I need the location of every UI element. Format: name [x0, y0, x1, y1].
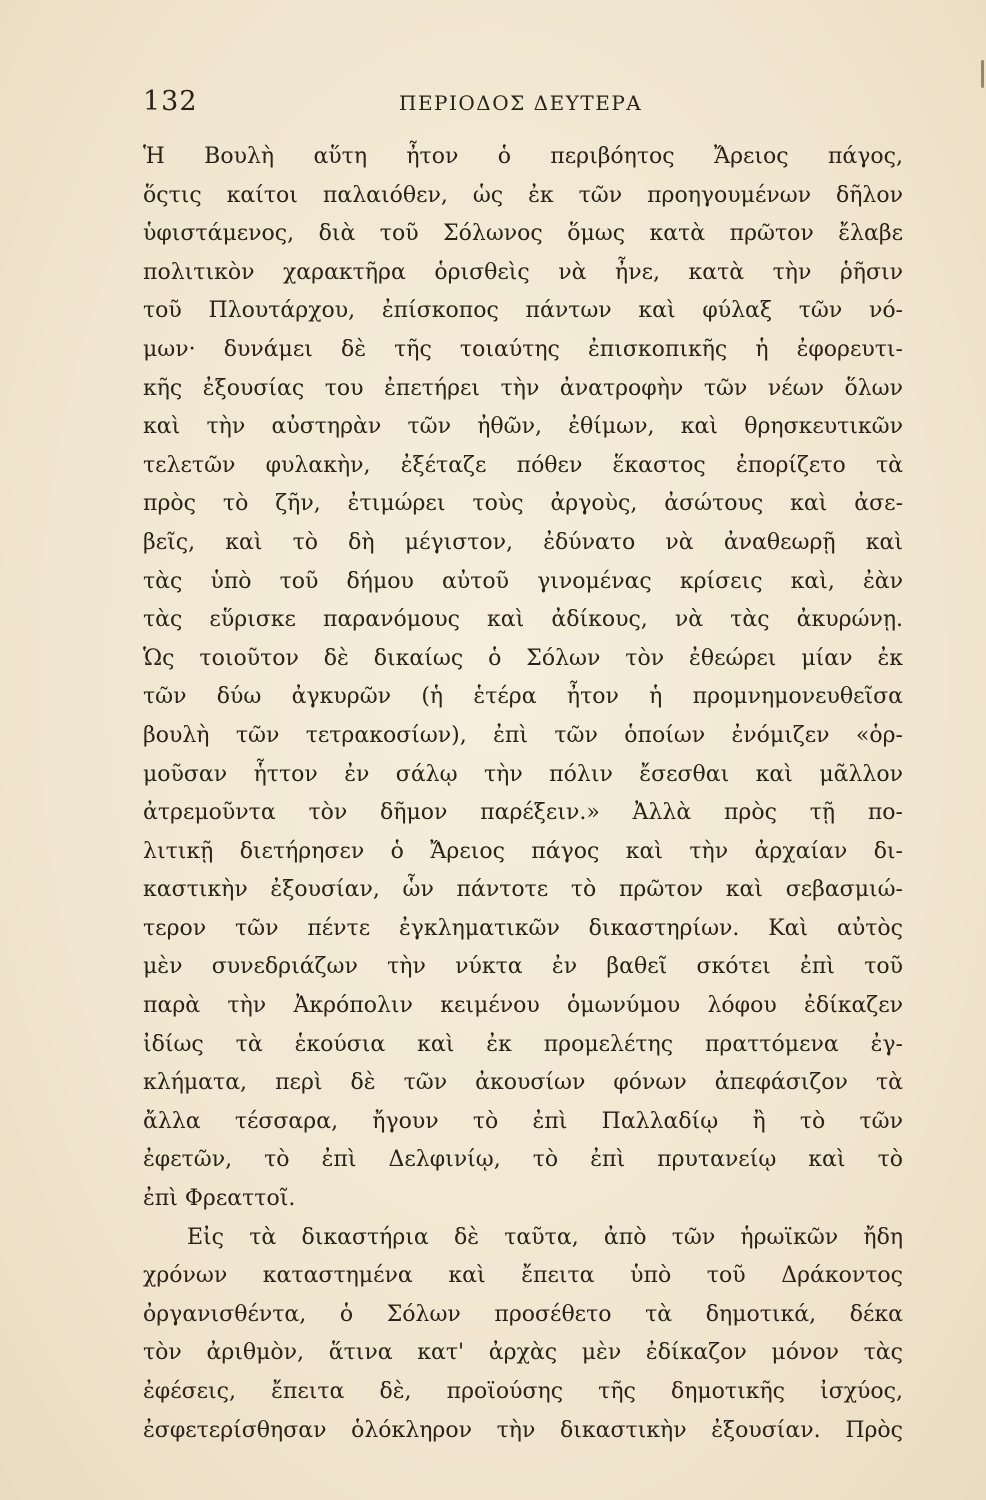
text-line: ὑφιστάμενος, διὰ τοῦ Σόλωνος ὅμως κατὰ πρῶτον ἔλαβε: [143, 221, 903, 247]
text-line: ἐφέσεις, ἔπειτα δὲ, προϊούσης τῆς δημοτικῆς ἰσχύος,: [143, 1379, 903, 1404]
running-head: ΠΕΡΙΟΔΟΣ ΔΕΥΤΕΡΑ: [399, 91, 643, 115]
text-line: ἐφετῶν, τὸ ἐπὶ Δελφινίῳ, τὸ ἐπὶ πρυτανείῳ καὶ τὸ: [143, 1147, 903, 1173]
page-edge-mark: [981, 60, 984, 88]
text-line: τελετῶν φυλακὴν, ἐξέταζε πόθεν ἕκαστος ἐπορίζετο τὰ: [143, 452, 903, 478]
text-line: ὅςτις καίτοι παλαιόθεν, ὡς ἐκ τῶν προηγουμένων δῆλον: [143, 182, 903, 208]
text-line: κλήματα, περὶ δὲ τῶν ἀκουσίων φόνων ἀπεφάσιζον τὰ: [143, 1070, 903, 1096]
text-line: πολιτικὸν χαρακτῆρα ὁρισθεὶς νὰ ἦνε, κατὰ τὴν ῥῆσιν: [143, 259, 903, 285]
text-line: παρὰ τὴν Ἀκρόπολιν κειμένου ὁμωνύμου λόφου ἐδίκαζεν: [143, 993, 903, 1019]
body-text: [143, 138, 903, 1450]
text-line: κῆς ἐξουσίας του ἐπετήρει τὴν ἀνατροφὴν τῶν νέων ὅλων: [143, 375, 903, 401]
text-line: τερον τῶν πέντε ἐγκληματικῶν δικαστηρίων. Καὶ αὐτὸς: [143, 915, 903, 941]
text-line: τὰς εὕρισκε παρανόμους καὶ ἀδίκους, νὰ τὰς ἀκυρώνῃ.: [143, 607, 903, 633]
page-number: 132: [143, 86, 198, 117]
text-line: λιτικῇ διετήρησεν ὁ Ἄρειος πάγος καὶ τὴν ἀρχαίαν δι-: [143, 838, 903, 864]
text-line: βουλὴ τῶν τετρακοσίων), ἐπὶ τῶν ὁποίων ἐνόμιζεν «ὁρ-: [143, 722, 903, 748]
text-line: πρὸς τὸ ζῆν, ἐτιμώρει τοὺς ἀργοὺς, ἀσώτους καὶ ἀσε-: [143, 491, 903, 517]
text-line: Εἰς τὰ δικαστήρια δὲ ταῦτα, ἀπὸ τῶν ἡρωϊκῶν ἤδη: [187, 1224, 903, 1250]
text-line: Ἡ Βουλὴ αὕτη ἦτον ὁ περιβόητος Ἄρειος πάγος,: [143, 144, 903, 169]
text-line: ἰδίως τὰ ἑκούσια καὶ ἐκ προμελέτης πραττόμενα ἐγ-: [143, 1031, 903, 1057]
text-line: τοῦ Πλουτάρχου, ἐπίσκοπος πάντων καὶ φύλαξ τῶν νό-: [143, 298, 903, 324]
text-line: τῶν δύω ἀγκυρῶν (ἡ ἑτέρα ἦτον ἡ προμνημονευθεῖσα: [143, 684, 903, 710]
text-line: ὀργανισθέντα, ὁ Σόλων προσέθετο τὰ δημοτικά, δέκα: [143, 1301, 903, 1327]
text-line: ἄλλα τέσσαρα, ἤγουν τὸ ἐπὶ Παλλαδίῳ ἢ τὸ τῶν: [143, 1108, 903, 1134]
text-line: χρόνων καταστημένα καὶ ἔπειτα ὑπὸ τοῦ Δράκοντος: [143, 1263, 903, 1289]
text-line: καστικὴν ἐξουσίαν, ὧν πάντοτε τὸ πρῶτον καὶ σεβασμιώ-: [143, 877, 903, 903]
text-line: μων· δυνάμει δὲ τῆς τοιαύτης ἐπισκοπικῆς ἡ ἐφορευτι-: [143, 336, 903, 362]
text-line: μὲν συνεδριάζων τὴν νύκτα ἐν βαθεῖ σκότει ἐπὶ τοῦ: [143, 954, 903, 980]
text-line: τὰς ὑπὸ τοῦ δήμου αὐτοῦ γινομένας κρίσεις καὶ, ἐὰν: [143, 568, 903, 594]
text-line: ἀτρεμοῦντα τὸν δῆμον παρέξειν.» Ἀλλὰ πρὸς τῇ πο-: [143, 800, 903, 826]
text-line: τὸν ἀριθμὸν, ἅτινα κατ' ἀρχὰς μὲν ἐδίκαζον μόνον τὰς: [143, 1340, 903, 1366]
text-line: βεῖς, καὶ τὸ δὴ μέγιστον, ἐδύνατο νὰ ἀναθεωρῇ καὶ: [143, 529, 903, 555]
text-line: καὶ τὴν αὐστηρὰν τῶν ἠθῶν, ἐθίμων, καὶ θρησκευτικῶν: [143, 414, 903, 440]
page-header: [143, 86, 915, 126]
text-line: μοῦσαν ἧττον ἐν σάλῳ τὴν πόλιν ἔσεσθαι καὶ μᾶλλον: [143, 761, 903, 787]
text-line: ἐπὶ Φρεαττοῖ.: [143, 1186, 296, 1212]
text-line: ἐσφετερίσθησαν ὁλόκληρον τὴν δικαστικὴν ἐξουσίαν. Πρὸς: [143, 1417, 903, 1443]
text-line: Ὡς τοιοῦτον δὲ δικαίως ὁ Σόλων τὸν ἐθεώρει μίαν ἐκ: [143, 645, 903, 671]
